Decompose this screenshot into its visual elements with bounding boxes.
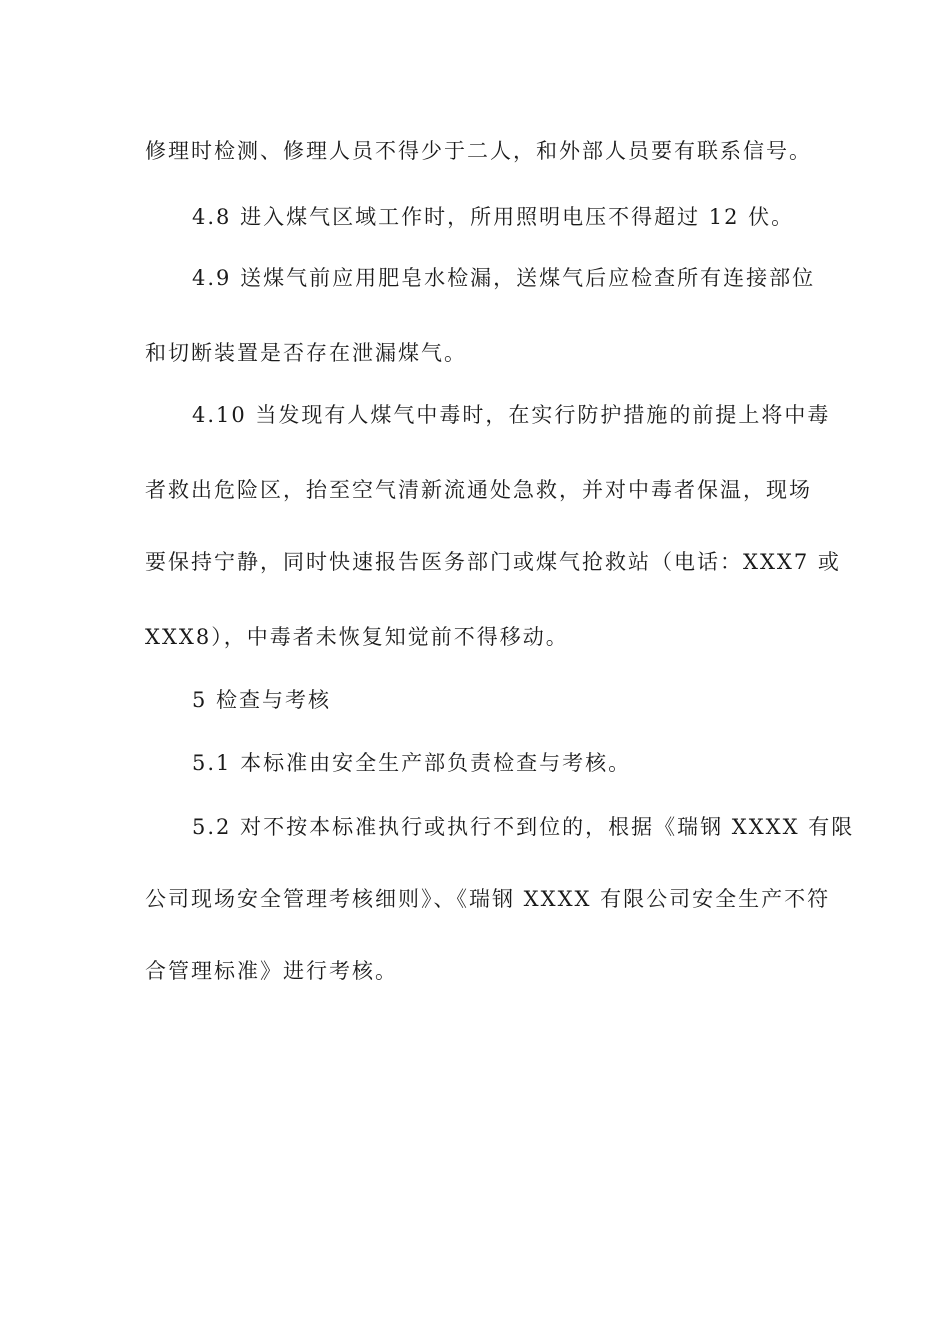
clause-5-1: 5.1 本标准由安全生产部负责检查与考核。 (192, 751, 632, 775)
body-line: 公司现场安全管理考核细则》、《瑞钢 XXXX 有限公司安全生产不符 (145, 887, 831, 911)
clause-4-8: 4.8 进入煤气区域工作时，所用照明电压不得超过 12 伏。 (192, 205, 795, 229)
body-line: 要保持宁静，同时快速报告医务部门或煤气抢救站（电话：XXX7 或 (145, 550, 841, 574)
body-line: 者救出危险区，抬至空气清新流通处急救，并对中毒者保温，现场 (145, 478, 812, 502)
section-heading-5: 5 检查与考核 (192, 688, 332, 712)
body-line: XXX8），中毒者未恢复知觉前不得移动。 (145, 625, 569, 649)
body-line: 合管理标准》进行考核。 (145, 959, 398, 983)
body-line: 和切断装置是否存在泄漏煤气。 (145, 341, 467, 365)
body-line: 修理时检测、修理人员不得少于二人，和外部人员要有联系信号。 (145, 139, 812, 163)
clause-4-9: 4.9 送煤气前应用肥皂水检漏，送煤气后应检查所有连接部位 (192, 266, 816, 290)
clause-4-10: 4.10 当发现有人煤气中毒时，在实行防护措施的前提上将中毒 (192, 403, 831, 427)
clause-5-2: 5.2 对不按本标准执行或执行不到位的，根据《瑞钢 XXXX 有限 (192, 815, 855, 839)
